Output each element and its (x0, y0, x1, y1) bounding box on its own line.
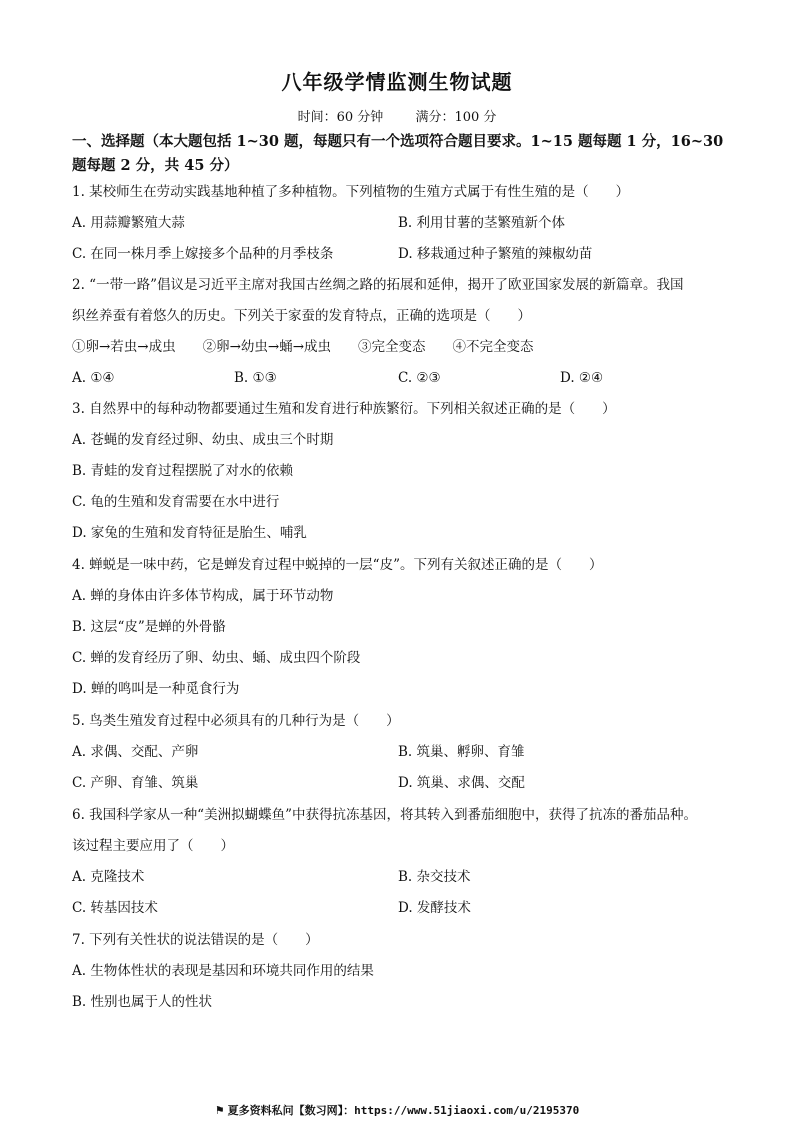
question-1-option-b: B. 利用甘薯的茎繁殖新个体 (398, 215, 566, 231)
question-5-option-c: C. 产卵、育雏、筑巢 (72, 775, 199, 791)
flag-icon: ⚑ (214, 1104, 225, 1117)
question-1-stem: 1. 某校师生在劳动实践基地种植了多种植物。下列植物的生殖方式属于有性生殖的是（ ） (72, 184, 630, 200)
exam-score: 满分：100 分 (415, 110, 497, 125)
question-6-stem-2: 该过程主要应用了（ ） (72, 838, 234, 854)
question-2-option-a: A. ①④ (72, 370, 115, 386)
question-7-option-a: A. 生物体性状的表现是基因和环境共同作用的结果 (72, 963, 374, 979)
question-3-option-d: D. 家兔的生殖和发育特征是胎生、哺乳 (72, 525, 307, 541)
section-heading-line-1: 一、选择题（本大题包括 1~30 题，每题只有一个选项符合题目要求。1~15 题每题 1 分，16~30 (72, 133, 724, 150)
question-6-option-d: D. 发酵技术 (398, 900, 471, 916)
question-3-option-c: C. 龟的生殖和发育需要在水中进行 (72, 494, 280, 510)
exam-time: 时间：60 分钟 (297, 110, 384, 125)
question-3-option-b: B. 青蛙的发育过程摆脱了对水的依赖 (72, 463, 294, 479)
question-7-option-b: B. 性别也属于人的性状 (72, 994, 213, 1010)
question-2-option-d: D. ②④ (560, 370, 604, 386)
question-3-stem: 3. 自然界中的每种动物都要通过生殖和发育进行种族繁衍。下列相关叙述正确的是（ ） (72, 401, 616, 417)
exam-info (0, 106, 794, 125)
question-2-option-c: C. ②③ (398, 370, 441, 386)
question-2-stem-1: 2. “一带一路”倡议是习近平主席对我国古丝绸之路的拓展和延伸，揭开了欧亚国家发展的新篇章。我国 (72, 277, 684, 293)
question-4-option-a: A. 蝉的身体由许多体节构成，属于环节动物 (72, 588, 334, 604)
question-3-option-a: A. 苍蝇的发育经过卵、幼虫、成虫三个时期 (72, 432, 334, 448)
question-4-option-c: C. 蝉的发育经历了卵、幼虫、蛹、成虫四个阶段 (72, 650, 361, 666)
question-4-option-d: D. 蝉的鸣叫是一种觅食行为 (72, 681, 240, 697)
question-5-option-b: B. 筑巢、孵卵、育雏 (398, 744, 525, 760)
footer-text: 夏多资料私问【数习网】：https://www.51jiaoxi.com/u/2195370 (227, 1104, 580, 1117)
question-1-option-a: A. 用蒜瓣繁殖大蒜 (72, 215, 185, 231)
question-6-option-a: A. 克隆技术 (72, 869, 145, 885)
question-1-option-d: D. 移栽通过种子繁殖的辣椒幼苗 (398, 246, 593, 262)
question-6-stem-1: 6. 我国科学家从一种“美洲拟蝴蝶鱼”中获得抗冻基因，将其转入到番茄细胞中，获得了抗冻的番茄品种。 (72, 807, 697, 823)
question-6-option-b: B. 杂交技术 (398, 869, 471, 885)
question-5-option-a: A. 求偶、交配、产卵 (72, 744, 199, 760)
section-heading-line-2: 题每题 2 分，共 45 分） (72, 157, 239, 174)
question-4-stem: 4. 蝉蜕是一味中药，它是蝉发育过程中蜕掉的一层“皮”。下列有关叙述正确的是（ ） (72, 557, 603, 573)
question-5-stem: 5. 鸟类生殖发育过程中必须具有的几种行为是（ ） (72, 713, 400, 729)
question-2-stem-2: 织丝养蚕有着悠久的历史。下列关于家蚕的发育特点，正确的选项是（ ） (72, 308, 531, 324)
question-5-option-d: D. 筑巢、求偶、交配 (398, 775, 525, 791)
question-1-option-c: C. 在同一株月季上嫁接多个品种的月季枝条 (72, 246, 334, 262)
question-7-stem: 7. 下列有关性状的说法错误的是（ ） (72, 932, 319, 948)
question-4-option-b: B. 这层“皮”是蝉的外骨骼 (72, 619, 226, 635)
page-title: 八年级学情监测生物试题 (281, 70, 513, 94)
section-heading (72, 130, 732, 178)
footer-link[interactable] (0, 1102, 794, 1118)
question-2-option-b: B. ①③ (234, 370, 277, 386)
question-6-option-c: C. 转基因技术 (72, 900, 158, 916)
question-2-items: ①卵→若虫→成虫 ②卵→幼虫→蛹→成虫 ③完全变态 ④不完全变态 (72, 339, 534, 355)
